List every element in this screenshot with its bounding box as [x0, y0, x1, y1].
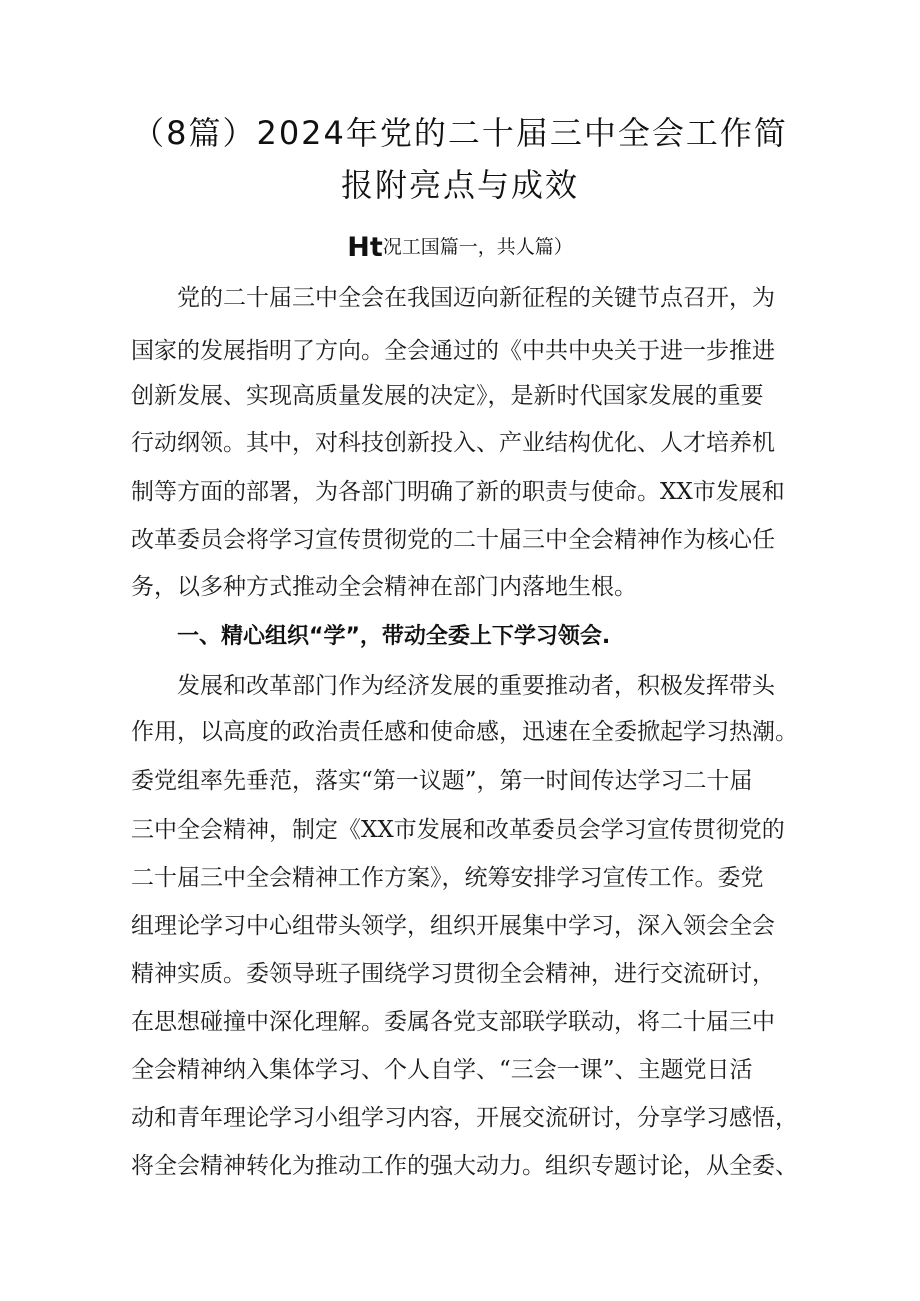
intro-line: 创新发展、实现高质量发展的决定》，是新时代国家发展的重要	[131, 383, 764, 409]
intro-line: 制等方面的部署，为各部门明确了新的职责与使命。XX市发展和	[131, 479, 785, 505]
intro-line: 改革委员会将学习宣传贯彻党的二十届三中全会精神作为核心任	[131, 527, 775, 553]
section-line: 动和青年理论学习小组学习内容，开展交流研讨，分享学习感悟，	[131, 1105, 798, 1131]
document-title-line-1: （8篇）2024年党的二十届三中全会工作简	[132, 114, 788, 152]
section-heading: 一、精心组织“学”，带动全委上下学习领会.	[177, 624, 611, 649]
section-line: 三中全会精神，制定《XX市发展和改革委员会学习宣传贯彻党的	[131, 817, 785, 843]
document-subtitle	[120, 232, 800, 263]
intro-line: 党的二十届三中全会在我国迈向新征程的关键节点召开，为	[177, 285, 775, 311]
section-line: 在思想碰撞中深化理解。委属各党支部联学联动，将二十届三中	[131, 1009, 775, 1035]
intro-line: 务，以多种方式推动全会精神在部门内落地生根。	[131, 574, 637, 600]
section-line: 二十届三中全会精神工作方案》，统筹安排学习宣传工作。委党	[131, 865, 764, 891]
section-line: 精神实质。委领导班子围绕学习贯彻全会精神，进行交流研讨，	[131, 961, 775, 987]
section-line: 组理论学习中心组带头领学，组织开展集中学习，深入领会全会	[131, 913, 775, 939]
subtitle-prefix: Ht	[347, 232, 383, 263]
section-line: 发展和改革部门作为经济发展的重要推动者，积极发挥带头	[177, 673, 775, 699]
intro-line: 行动纲领。其中，对科技创新投入、产业结构优化、人才培养机	[131, 430, 775, 456]
document-title-line-2: 报附亮点与成效	[340, 166, 579, 204]
section-line: 委党组率先垂范，落实“第一议题”，第一时间传达学习二十届	[131, 768, 753, 794]
intro-line: 国家的发展指明了方向。全会通过的《中共中央关于进一步推进	[131, 338, 775, 364]
section-line: 将全会精神转化为推动工作的强大动力。组织专题讨论，从全委、	[131, 1153, 798, 1179]
subtitle-text: 况工国篇一，共人篇）	[382, 236, 573, 258]
section-line: 全会精神纳入集体学习、个人自学、“三会一课”、主题党日活	[131, 1057, 753, 1083]
section-line: 作用，以高度的政治责任感和使命感，迅速在全委掀起学习热潮。	[131, 719, 798, 745]
